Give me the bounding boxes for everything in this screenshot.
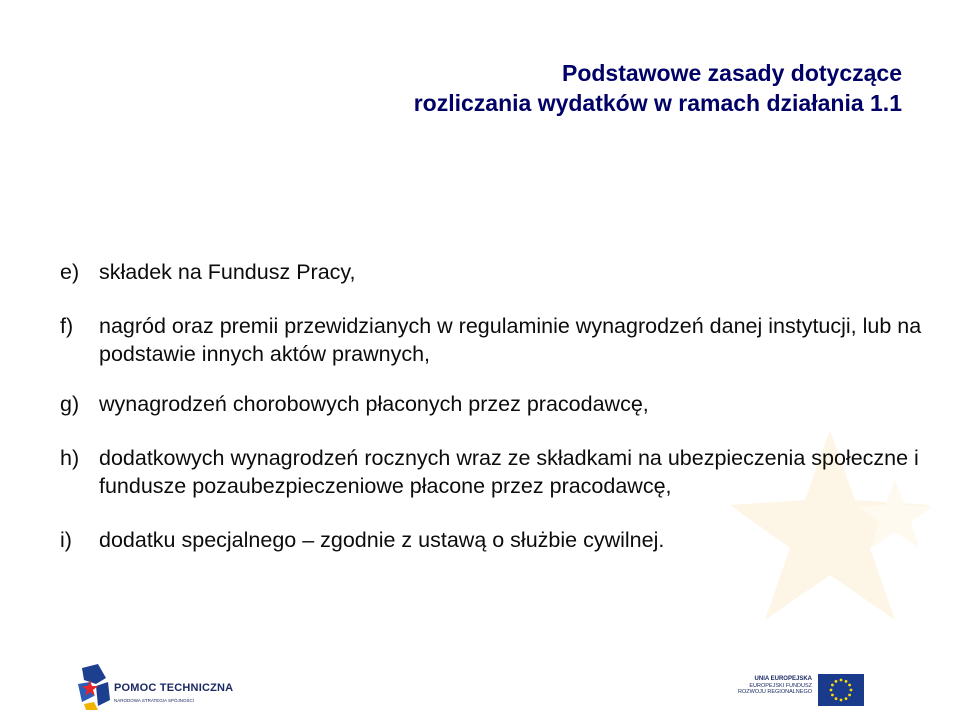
list-item-g	[60, 390, 930, 418]
eu-line-3: ROZWOJU REGIONALNEGO	[738, 689, 812, 695]
list-item-text: składek na Fundusz Pracy,	[99, 260, 356, 284]
eu-line-2: EUROPEJSKI FUNDUSZ	[749, 682, 812, 689]
nss-star-logo-icon	[76, 662, 112, 712]
list-item-text: wynagrodzeń chorobowych płaconych przez pracodawcę,	[99, 392, 649, 416]
list-item-text: dodatkowych wynagrodzeń rocznych wraz ze składkami na ubezpieczenia społeczne i fundusze pozaubezpieczeniowe płacone przez pracodawcę,	[99, 446, 919, 498]
eu-logo	[738, 672, 864, 708]
list-item-text: nagród oraz premii przewidzianych w regulaminie wynagrodzeń danej instytucji, lub na podstawie innych aktów prawnych,	[99, 314, 922, 366]
list-item-h	[60, 444, 930, 500]
list-item-f	[60, 312, 930, 368]
eu-logo-text	[738, 676, 812, 696]
title-line-1: Podstawowe zasady dotyczące	[561, 60, 902, 86]
title-line-2: rozliczania wydatków w ramach działania 1.1	[413, 90, 902, 116]
list-item-i	[60, 526, 930, 554]
expense-list	[60, 258, 930, 580]
list-item-e	[60, 258, 930, 286]
list-item-text: dodatku specjalnego – zgodnie z ustawą o służbie cywilnej.	[99, 528, 665, 552]
list-marker: i)	[60, 528, 72, 552]
eu-line-1: UNIA EUROPEJSKA	[754, 676, 812, 682]
logo-subtitle: NARODOWA STRATEGIA SPÓJNOŚCI	[114, 698, 195, 703]
list-marker: g)	[60, 392, 80, 416]
logo-name: POMOC TECHNICZNA	[114, 682, 234, 694]
list-marker: h)	[60, 446, 80, 470]
eu-flag-icon	[818, 674, 864, 706]
page-title	[414, 58, 902, 118]
list-marker: e)	[60, 260, 80, 284]
pomoc-techniczna-logo	[76, 662, 236, 712]
list-marker: f)	[60, 314, 74, 338]
